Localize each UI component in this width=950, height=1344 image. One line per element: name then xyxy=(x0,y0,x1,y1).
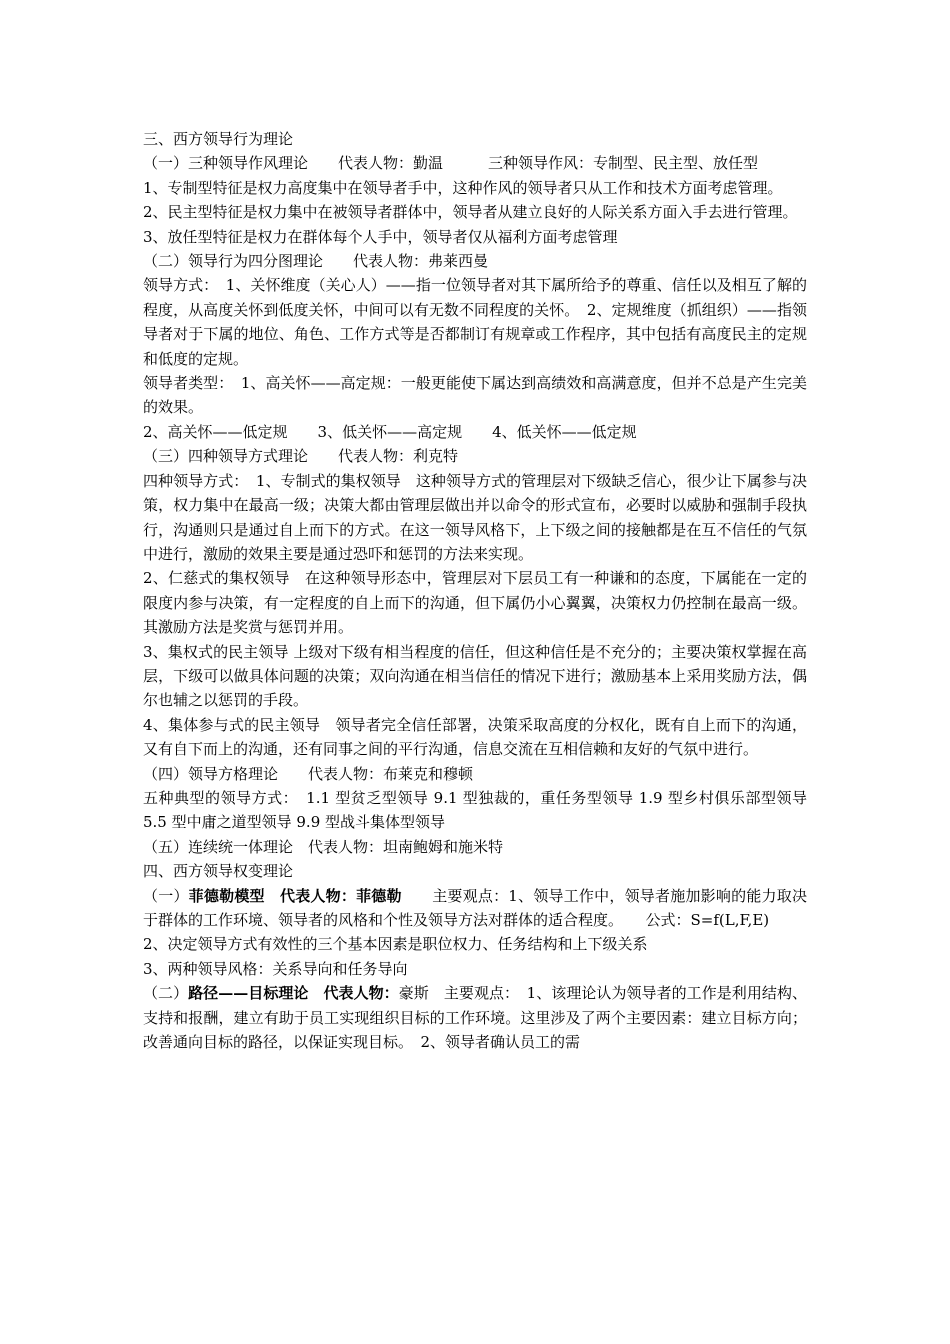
bold-text: 路径——目标理论 代表人物： xyxy=(188,984,399,1003)
paragraph xyxy=(143,200,807,224)
text-run: （四）领导方格理论 代表人物：布莱克和穆顿 xyxy=(143,764,474,783)
text-run: 2、高关怀——低定规 3、低关怀——高定规 4、低关怀——低定规 xyxy=(143,422,637,441)
text-run: （二） xyxy=(143,984,189,1003)
paragraph xyxy=(143,859,807,883)
document-body xyxy=(143,127,807,1054)
text-run: 领导方式： 1、关怀维度（关心人）——指一位领导者对其下属所给予的尊重、信任以及相互了解的程度，从高度关怀到低度关怀，中间可以有无数不同程度的关怀。 2、定规维度（抓组织）——指领导者对于下属的地位、角色、工作方式等是否都制订有规章或工作程序，其中包括有高度民主的定规和低度的定规。 xyxy=(143,276,807,368)
text-run: 豪斯 主要观点： 1、该理论认为领导者的工作是利用结构、支持和报酬，建立有助于员工实现组织目标的工作环境。这里涉及了两个主要因素：建立目标方向；改善通向目标的路径，以保证实现目标。 2、领导者确认员工的需 xyxy=(143,984,807,1052)
text-run: 2、决定领导方式有效性的三个基本因素是职位权力、任务结构和上下级关系 xyxy=(143,935,648,954)
text-run: 2、民主型特征是权力集中在被领导者群体中，领导者从建立良好的人际关系方面入手去进行管理。 xyxy=(143,203,798,222)
text-run: （五）连续统一体理论 代表人物：坦南鲍姆和施米特 xyxy=(143,837,504,856)
bold-text: 菲德勒模型 代表人物：菲德勒 xyxy=(188,886,402,905)
paragraph xyxy=(143,420,807,444)
paragraph xyxy=(143,566,807,639)
text-run: 3、放任型特征是权力在群体每个人手中，领导者仅从福利方面考虑管理 xyxy=(143,227,618,246)
paragraph xyxy=(143,273,807,371)
text-run: 4、集体参与式的民主领导 领导者完全信任部署，决策采取高度的分权化，既有自上而下的沟通，又有自下而上的沟通，还有同事之间的平行沟通，信息交流在互相信赖和友好的气氛中进行。 xyxy=(143,715,807,759)
text-run: 2、仁慈式的集权领导 在这种领导形态中，管理层对下层员工有一种谦和的态度，下属能在一定的限度内参与决策，有一定程度的自上而下的沟通，但下属仍小心翼翼，决策权力仍控制在最高一级。其激励方法是奖赏与惩罚并用。 xyxy=(143,569,807,637)
paragraph xyxy=(143,835,807,859)
text-run: 领导者类型： 1、高关怀——高定规：一般更能使下属达到高绩效和高满意度，但并不总是产生完美的效果。 xyxy=(143,374,807,417)
text-run: 主要观点：1、领导工作中，领导者施加影响的能力取决于群体的工作环境、领导者的风格和个性及领导方法对群体的适合程度。 公式：S=f(L,F,E) xyxy=(143,886,807,929)
paragraph xyxy=(143,249,807,273)
paragraph xyxy=(143,151,807,175)
text-run: （一）三种领导作风理论 代表人物：勤温 三种领导作风：专制型、民主型、放任型 xyxy=(143,154,759,173)
paragraph xyxy=(143,981,807,1054)
paragraph xyxy=(143,957,807,981)
paragraph xyxy=(143,371,807,420)
text-run: 三、西方领导行为理论 xyxy=(143,130,294,148)
paragraph xyxy=(143,884,807,933)
text-run: 四种领导方式： 1、专制式的集权领导 这种领导方式的管理层对下级缺乏信心，很少让下属参与决策，权力集中在最高一级；决策大都由管理层做出并以命令的形式宣布，必要时以威胁和强制手段执行，沟通则只是通过自上而下的方式。在这一领导风格下，上下级之间的接触都是在互不信任的气氛中进行，激励的效果主要是通过恐吓和惩罚的方法来实现。 xyxy=(143,471,807,563)
paragraph xyxy=(143,176,807,200)
text-run: （三）四种领导方式理论 代表人物：利克特 xyxy=(143,447,459,466)
text-run: 3、集权式的民主领导 上级对下级有相当程度的信任，但这种信任是不充分的；主要决策权掌握在高层，下级可以做具体问题的决策；双向沟通在相当信任的情况下进行；激励基本上采用奖励方法，偶尔也辅之以惩罚的手段。 xyxy=(143,642,807,710)
text-run: 3、两种领导风格：关系导向和任务导向 xyxy=(143,959,408,978)
paragraph xyxy=(143,469,807,567)
text-run: 五种典型的领导方式： 1.1 型贫乏型领导 9.1 型独裁的，重任务型领导 1.9 型乡村俱乐部型领导 5.5 型中庸之道型领导 9.9 型战斗集体型领导 xyxy=(143,788,807,832)
paragraph xyxy=(143,786,807,835)
paragraph xyxy=(143,225,807,249)
text-run: （一） xyxy=(143,886,189,905)
paragraph xyxy=(143,762,807,786)
paragraph xyxy=(143,932,807,956)
paragraph xyxy=(143,444,807,468)
paragraph xyxy=(143,640,807,713)
paragraph xyxy=(143,713,807,762)
text-run: 1、专制型特征是权力高度集中在领导者手中，这种作风的领导者只从工作和技术方面考虑管理。 xyxy=(143,178,783,197)
text-run: （二）领导行为四分图理论 代表人物：弗莱西曼 xyxy=(143,252,489,271)
paragraph xyxy=(143,127,807,151)
text-run: 四、西方领导权变理论 xyxy=(143,862,294,881)
